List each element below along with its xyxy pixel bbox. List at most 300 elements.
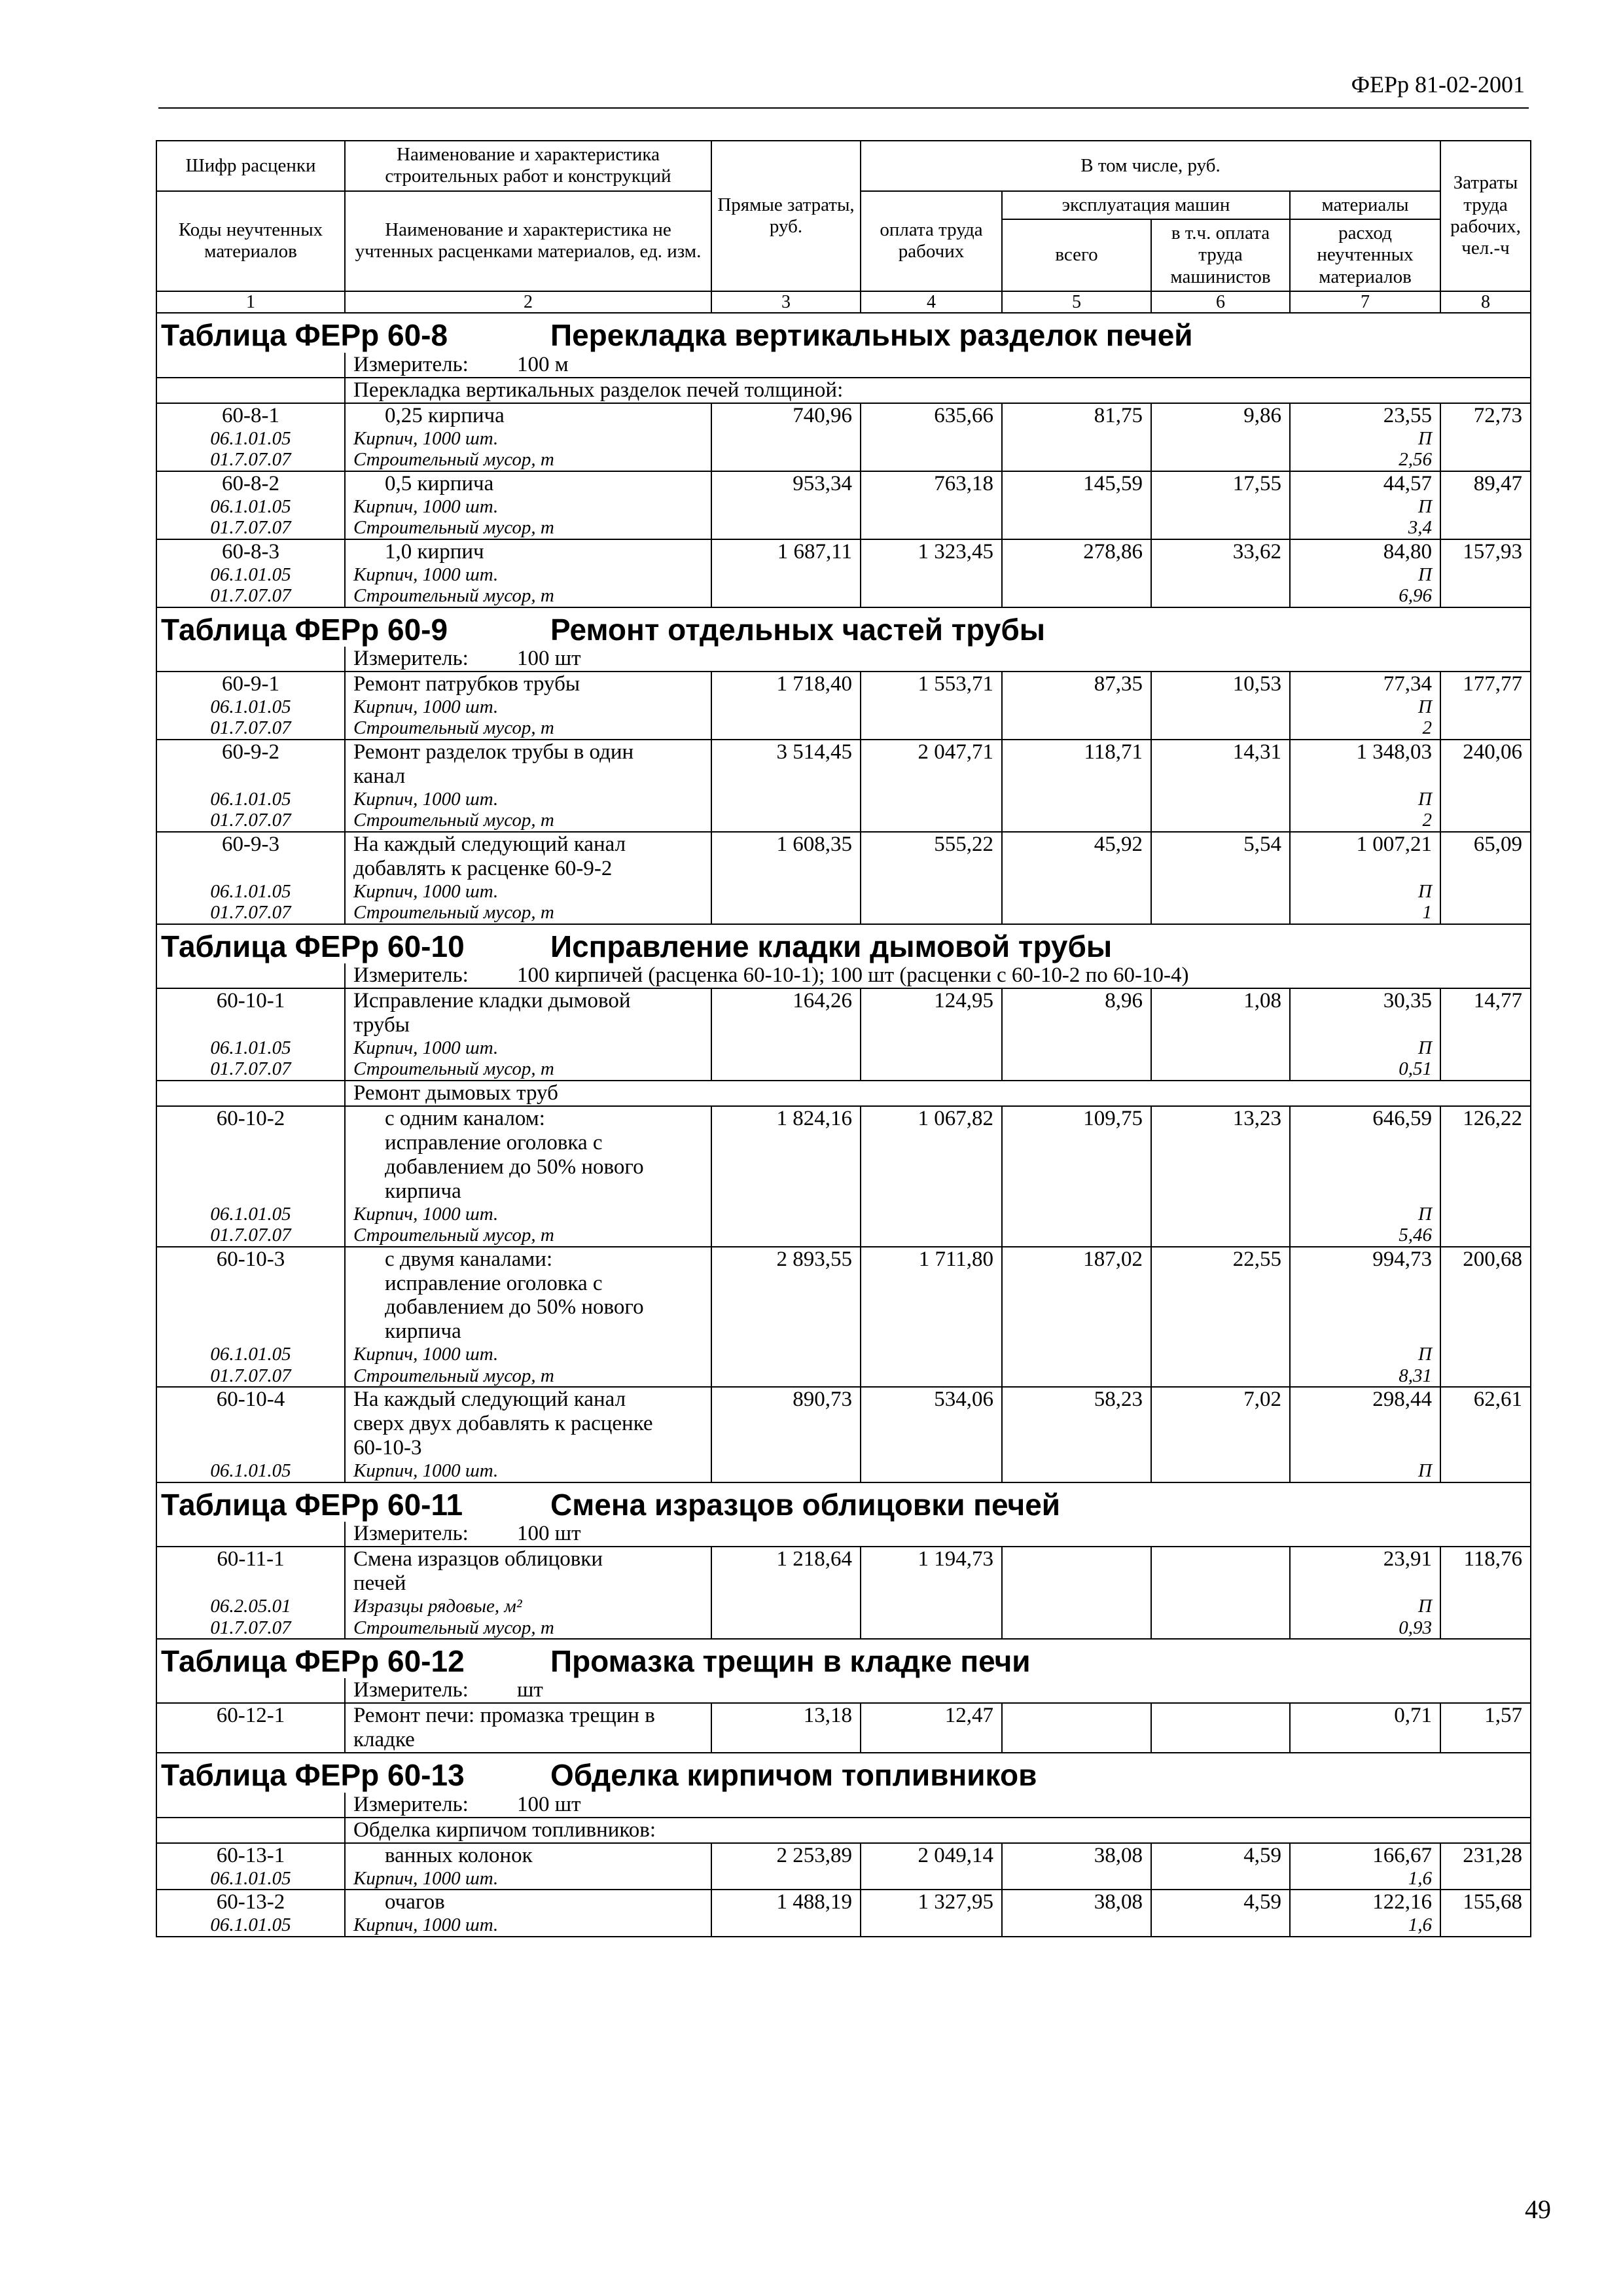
machines-cost: 38,08 xyxy=(1002,1843,1151,1868)
empty-cell xyxy=(1151,1155,1290,1179)
empty-cell xyxy=(1440,1037,1531,1058)
material-qty: П xyxy=(1290,696,1440,717)
empty-cell xyxy=(711,902,861,924)
rate-code-empty xyxy=(156,857,345,881)
empty-cell xyxy=(711,1596,861,1617)
empty-cell xyxy=(861,585,1002,607)
table-heading-row xyxy=(156,1639,1531,1679)
rate-subrow xyxy=(156,449,1531,471)
operators-cost: 9,86 xyxy=(1151,403,1290,428)
table-heading-row xyxy=(156,1753,1531,1793)
material-code: 01.7.07.07 xyxy=(156,585,345,607)
machines-cost: 45,92 xyxy=(1002,832,1151,857)
empty-cell xyxy=(711,1365,861,1387)
rate-name-line: трубы xyxy=(345,1013,711,1037)
empty-cell xyxy=(1002,585,1151,607)
empty-cell xyxy=(1151,1365,1290,1387)
empty-cell xyxy=(861,1365,1002,1387)
empty-cell xyxy=(1440,1914,1531,1936)
empty-cell xyxy=(711,1058,861,1080)
material-code: 06.1.01.05 xyxy=(156,428,345,449)
rate-code-empty xyxy=(156,1013,345,1037)
rate-subrow xyxy=(156,764,1531,789)
empty-cell xyxy=(711,696,861,717)
operators-cost: 13,23 xyxy=(1151,1106,1290,1131)
material-name: Строительный мусор, т xyxy=(345,810,711,831)
empty-cell xyxy=(711,1914,861,1936)
empty-cell xyxy=(1440,902,1531,924)
rate-row xyxy=(156,672,1531,696)
col-code-header: Шифр расценки xyxy=(156,141,345,191)
meter-row xyxy=(156,963,1531,988)
operators-cost xyxy=(1151,1547,1290,1571)
col-material-code-header: Коды неучтенных материалов xyxy=(156,191,345,291)
rate-subrow xyxy=(156,789,1531,810)
col-incl-header: В том числе, руб. xyxy=(861,141,1440,191)
materials-cost: 994,73 xyxy=(1290,1247,1440,1272)
empty-cell xyxy=(1440,717,1531,739)
empty-cell xyxy=(861,1571,1002,1596)
table-heading-row xyxy=(156,924,1531,964)
empty-cell xyxy=(861,1225,1002,1246)
materials-cost: 166,67 xyxy=(1290,1843,1440,1868)
column-number: 4 xyxy=(861,291,1002,313)
labor-cost: 1 323,45 xyxy=(861,539,1002,564)
material-name: Кирпич, 1000 шт. xyxy=(345,789,711,810)
table-title: Исправление кладки дымовой трубы xyxy=(550,929,1113,963)
table-number: Таблица ФЕРр 60-8 xyxy=(161,318,448,353)
material-qty: 8,31 xyxy=(1290,1365,1440,1387)
empty-cell xyxy=(861,1058,1002,1080)
meter-spacer xyxy=(156,1678,345,1703)
empty-cell xyxy=(1440,1272,1531,1296)
empty-cell xyxy=(1290,1155,1440,1179)
empty-cell xyxy=(861,696,1002,717)
labor-hours: 65,09 xyxy=(1440,832,1531,857)
empty-cell xyxy=(1440,881,1531,902)
direct-cost: 13,18 xyxy=(711,1703,861,1728)
empty-cell xyxy=(861,1436,1002,1460)
rate-code: 60-13-2 xyxy=(156,1890,345,1914)
empty-cell xyxy=(711,1155,861,1179)
empty-cell xyxy=(1151,1868,1290,1890)
empty-cell xyxy=(711,1131,861,1155)
labor-cost: 534,06 xyxy=(861,1387,1002,1412)
labor-cost: 1 067,82 xyxy=(861,1106,1002,1131)
material-code: 06.1.01.05 xyxy=(156,696,345,717)
rate-subrow xyxy=(156,1131,1531,1155)
empty-cell xyxy=(1440,1155,1531,1179)
empty-cell xyxy=(1002,764,1151,789)
labor-hours: 240,06 xyxy=(1440,740,1531,764)
labor-cost: 2 049,14 xyxy=(861,1843,1002,1868)
empty-cell xyxy=(1002,1131,1151,1155)
rate-subrow xyxy=(156,717,1531,739)
material-code: 01.7.07.07 xyxy=(156,902,345,924)
empty-cell xyxy=(861,428,1002,449)
empty-cell xyxy=(1002,496,1151,517)
empty-cell xyxy=(1002,1365,1151,1387)
material-qty: 0,51 xyxy=(1290,1058,1440,1080)
empty-cell xyxy=(711,1319,861,1344)
rate-name-line: с двумя каналами: xyxy=(345,1247,711,1272)
material-name: Изразцы рядовые, м² xyxy=(345,1596,711,1617)
rate-code: 60-13-1 xyxy=(156,1843,345,1868)
rate-subrow xyxy=(156,496,1531,517)
table-number: Таблица ФЕРр 60-11 xyxy=(161,1487,463,1522)
empty-cell xyxy=(1151,1272,1290,1296)
material-qty: 0,93 xyxy=(1290,1617,1440,1639)
empty-cell xyxy=(711,1204,861,1225)
rate-subrow xyxy=(156,1225,1531,1246)
meter-spacer xyxy=(156,1793,345,1818)
meter-label: Измеритель: xyxy=(353,1522,469,1546)
material-name: Кирпич, 1000 шт. xyxy=(345,564,711,585)
empty-cell xyxy=(711,1225,861,1246)
direct-cost: 1 488,19 xyxy=(711,1890,861,1914)
rate-code-empty xyxy=(156,764,345,789)
empty-cell xyxy=(711,1460,861,1482)
empty-cell xyxy=(1002,1155,1151,1179)
direct-cost: 890,73 xyxy=(711,1387,861,1412)
table-number: Таблица ФЕРр 60-9 xyxy=(161,612,448,647)
empty-cell xyxy=(861,1460,1002,1482)
empty-cell xyxy=(711,1571,861,1596)
direct-cost: 3 514,45 xyxy=(711,740,861,764)
materials-cost: 1 348,03 xyxy=(1290,740,1440,764)
materials-cost: 122,16 xyxy=(1290,1890,1440,1914)
labor-hours: 89,47 xyxy=(1440,471,1531,496)
empty-cell xyxy=(711,810,861,831)
empty-cell xyxy=(1290,1131,1440,1155)
empty-cell xyxy=(1151,496,1290,517)
operators-cost: 4,59 xyxy=(1151,1843,1290,1868)
material-qty: П xyxy=(1290,1460,1440,1482)
rate-code-empty xyxy=(156,1412,345,1436)
rate-code-empty xyxy=(156,1571,345,1596)
table-title: Промазка трещин в кладке печи xyxy=(550,1643,1031,1678)
empty-cell xyxy=(1002,1460,1151,1482)
material-qty: П xyxy=(1290,496,1440,517)
empty-cell xyxy=(711,585,861,607)
material-code: 06.1.01.05 xyxy=(156,1868,345,1890)
table-number: Таблица ФЕРр 60-13 xyxy=(161,1758,465,1793)
rate-row xyxy=(156,740,1531,764)
materials-cost: 298,44 xyxy=(1290,1387,1440,1412)
empty-cell xyxy=(1440,1412,1531,1436)
operators-cost: 1,08 xyxy=(1151,988,1290,1013)
rate-name-line: добавлением до 50% нового xyxy=(345,1295,711,1319)
empty-cell xyxy=(1151,810,1290,831)
empty-cell xyxy=(1290,1179,1440,1204)
table-heading xyxy=(156,1753,1531,1793)
empty-cell xyxy=(1440,696,1531,717)
meter-value: 100 шт xyxy=(517,1522,581,1546)
materials-cost: 1 007,21 xyxy=(1290,832,1440,857)
table-title: Перекладка вертикальных разделок печей xyxy=(550,318,1193,353)
empty-cell xyxy=(1151,1319,1290,1344)
empty-cell xyxy=(1440,1365,1531,1387)
rate-subrow xyxy=(156,585,1531,607)
empty-cell xyxy=(1151,1037,1290,1058)
empty-cell xyxy=(711,1728,861,1753)
direct-cost: 953,34 xyxy=(711,471,861,496)
empty-cell xyxy=(1290,857,1440,881)
empty-cell xyxy=(1002,1058,1151,1080)
meter-label: Измеритель: xyxy=(353,1792,469,1816)
meter-row xyxy=(156,1522,1531,1547)
empty-cell xyxy=(711,496,861,517)
material-code: 01.7.07.07 xyxy=(156,1365,345,1387)
material-name: Кирпич, 1000 шт. xyxy=(345,881,711,902)
rate-subrow xyxy=(156,1914,1531,1936)
material-name: Кирпич, 1000 шт. xyxy=(345,428,711,449)
empty-cell xyxy=(861,789,1002,810)
empty-cell xyxy=(1002,1571,1151,1596)
column-numbers-row xyxy=(156,291,1531,313)
empty-cell xyxy=(1151,789,1290,810)
empty-cell xyxy=(1002,1295,1151,1319)
group-title-row xyxy=(156,1081,1531,1106)
labor-hours: 118,76 xyxy=(1440,1547,1531,1571)
empty-cell xyxy=(1002,1436,1151,1460)
meter-label: Измеритель: xyxy=(353,647,469,671)
machines-cost: 278,86 xyxy=(1002,539,1151,564)
empty-cell xyxy=(861,1728,1002,1753)
empty-cell xyxy=(1440,1204,1531,1225)
material-qty: 2,56 xyxy=(1290,449,1440,471)
empty-cell xyxy=(1440,789,1531,810)
labor-hours: 157,93 xyxy=(1440,539,1531,564)
rate-name-line: ванных колонок xyxy=(345,1843,711,1868)
empty-cell xyxy=(711,881,861,902)
col-unaccounted-header: расход неучтенных материалов xyxy=(1290,219,1440,291)
table-number: Таблица ФЕРр 60-12 xyxy=(161,1643,465,1678)
rate-code-empty xyxy=(156,1179,345,1204)
col-machines-total-header: всего xyxy=(1002,219,1151,291)
table-heading-row xyxy=(156,313,1531,353)
empty-cell xyxy=(1440,857,1531,881)
empty-cell xyxy=(1151,696,1290,717)
empty-cell xyxy=(1151,1013,1290,1037)
col-material-name-header: Наименование и характеристика не учтенных расценками материалов, ед. изм. xyxy=(345,191,711,291)
table-title: Обделка кирпичом топливников xyxy=(550,1758,1037,1793)
document-code: ФЕРр 81-02-2001 xyxy=(1351,71,1525,98)
material-name: Строительный мусор, т xyxy=(345,449,711,471)
operators-cost: 4,59 xyxy=(1151,1890,1290,1914)
empty-cell xyxy=(711,1617,861,1639)
empty-cell xyxy=(1151,1131,1290,1155)
empty-cell xyxy=(861,717,1002,739)
material-code: 06.1.01.05 xyxy=(156,789,345,810)
material-code: 06.2.05.01 xyxy=(156,1596,345,1617)
rate-code-empty xyxy=(156,1295,345,1319)
operators-cost xyxy=(1151,1703,1290,1728)
material-code: 01.7.07.07 xyxy=(156,810,345,831)
group-spacer xyxy=(156,378,345,403)
rate-row xyxy=(156,832,1531,857)
empty-cell xyxy=(711,1436,861,1460)
rate-subrow xyxy=(156,1319,1531,1344)
col-hours-header: Затраты труда рабочих, чел.-ч xyxy=(1440,141,1531,291)
rate-row xyxy=(156,1703,1531,1728)
material-name: Кирпич, 1000 шт. xyxy=(345,1914,711,1936)
rate-subrow xyxy=(156,1571,1531,1596)
empty-cell xyxy=(711,717,861,739)
rate-subrow xyxy=(156,1037,1531,1058)
rate-subrow xyxy=(156,1868,1531,1890)
direct-cost: 164,26 xyxy=(711,988,861,1013)
empty-cell xyxy=(711,1868,861,1890)
empty-cell xyxy=(1440,1596,1531,1617)
machines-cost: 38,08 xyxy=(1002,1890,1151,1914)
empty-cell xyxy=(1002,517,1151,539)
material-name: Строительный мусор, т xyxy=(345,517,711,539)
meter-value: 100 шт xyxy=(517,647,581,671)
rate-code-empty xyxy=(156,1155,345,1179)
rate-name-line: 0,5 кирпича xyxy=(345,471,711,496)
rate-code: 60-9-3 xyxy=(156,832,345,857)
rate-code: 60-8-1 xyxy=(156,403,345,428)
rate-row xyxy=(156,1547,1531,1571)
material-qty: 1 xyxy=(1290,902,1440,924)
material-code: 01.7.07.07 xyxy=(156,717,345,739)
meter-row xyxy=(156,353,1531,378)
material-qty: П xyxy=(1290,881,1440,902)
empty-cell xyxy=(861,1868,1002,1890)
meter-row xyxy=(156,1793,1531,1818)
rates-table xyxy=(156,140,1531,1937)
material-qty: 6,96 xyxy=(1290,585,1440,607)
empty-cell xyxy=(861,1204,1002,1225)
material-name: Кирпич, 1000 шт. xyxy=(345,1460,711,1482)
rate-subrow xyxy=(156,1272,1531,1296)
empty-cell xyxy=(1002,1412,1151,1436)
column-number: 5 xyxy=(1002,291,1151,313)
rate-subrow xyxy=(156,1728,1531,1753)
labor-cost: 12,47 xyxy=(861,1703,1002,1728)
machines-cost: 145,59 xyxy=(1002,471,1151,496)
material-name: Строительный мусор, т xyxy=(345,1365,711,1387)
rate-name-line: Исправление кладки дымовой xyxy=(345,988,711,1013)
rate-subrow xyxy=(156,696,1531,717)
rate-name-line: На каждый следующий канал xyxy=(345,1387,711,1412)
empty-cell xyxy=(1002,1868,1151,1890)
table-header xyxy=(156,141,1531,313)
rate-code: 60-10-2 xyxy=(156,1106,345,1131)
materials-cost: 84,80 xyxy=(1290,539,1440,564)
column-number: 7 xyxy=(1290,291,1440,313)
rate-subrow xyxy=(156,1344,1531,1365)
header-rule xyxy=(158,107,1529,109)
empty-cell xyxy=(1440,1617,1531,1639)
group-spacer xyxy=(156,1818,345,1843)
empty-cell xyxy=(1002,881,1151,902)
rate-subrow xyxy=(156,1436,1531,1460)
labor-cost: 555,22 xyxy=(861,832,1002,857)
empty-cell xyxy=(1002,857,1151,881)
rate-row xyxy=(156,1843,1531,1868)
empty-cell xyxy=(711,1295,861,1319)
empty-cell xyxy=(1002,696,1151,717)
direct-cost: 740,96 xyxy=(711,403,861,428)
rate-subrow xyxy=(156,517,1531,539)
empty-cell xyxy=(861,1319,1002,1344)
labor-cost: 635,66 xyxy=(861,403,1002,428)
page-number: 49 xyxy=(1525,2195,1551,2224)
empty-cell xyxy=(1151,1204,1290,1225)
col-operators-header: в т.ч. оплата труда машинистов xyxy=(1151,219,1290,291)
direct-cost: 1 718,40 xyxy=(711,672,861,696)
table-heading xyxy=(156,924,1531,964)
operators-cost: 22,55 xyxy=(1151,1247,1290,1272)
empty-cell xyxy=(711,1412,861,1436)
labor-cost: 763,18 xyxy=(861,471,1002,496)
empty-cell xyxy=(1151,1295,1290,1319)
material-qty: 5,46 xyxy=(1290,1225,1440,1246)
group-title: Перекладка вертикальных разделок печей толщиной: xyxy=(345,378,1531,403)
rate-subrow xyxy=(156,1058,1531,1080)
operators-cost: 33,62 xyxy=(1151,539,1290,564)
empty-cell xyxy=(1151,517,1290,539)
labor-cost: 2 047,71 xyxy=(861,740,1002,764)
empty-cell xyxy=(1151,902,1290,924)
rate-name-line: печей xyxy=(345,1571,711,1596)
meter xyxy=(345,353,1531,378)
material-code: 06.1.01.05 xyxy=(156,496,345,517)
empty-cell xyxy=(1151,717,1290,739)
empty-cell xyxy=(1151,1596,1290,1617)
rate-code: 60-10-1 xyxy=(156,988,345,1013)
material-code: 06.1.01.05 xyxy=(156,1037,345,1058)
labor-hours: 126,22 xyxy=(1440,1106,1531,1131)
empty-cell xyxy=(1151,449,1290,471)
empty-cell xyxy=(1440,1436,1531,1460)
operators-cost: 14,31 xyxy=(1151,740,1290,764)
rate-code: 60-12-1 xyxy=(156,1703,345,1728)
empty-cell xyxy=(861,1272,1002,1296)
rate-name-line: Ремонт патрубков трубы xyxy=(345,672,711,696)
empty-cell xyxy=(711,517,861,539)
empty-cell xyxy=(861,1131,1002,1155)
empty-cell xyxy=(1440,1868,1531,1890)
meter-label: Измеритель: xyxy=(353,1678,469,1702)
col-name-header: Наименование и характеристика строительных работ и конструкций xyxy=(345,141,711,191)
labor-hours: 14,77 xyxy=(1440,988,1531,1013)
empty-cell xyxy=(711,1344,861,1365)
empty-cell xyxy=(861,496,1002,517)
machines-cost: 109,75 xyxy=(1002,1106,1151,1131)
empty-cell xyxy=(861,1914,1002,1936)
empty-cell xyxy=(861,1155,1002,1179)
material-qty: П xyxy=(1290,1596,1440,1617)
machines-cost: 187,02 xyxy=(1002,1247,1151,1272)
rate-row xyxy=(156,1247,1531,1272)
empty-cell xyxy=(861,449,1002,471)
labor-hours: 1,57 xyxy=(1440,1703,1531,1728)
rate-subrow xyxy=(156,810,1531,831)
meter xyxy=(345,1793,1531,1818)
material-name: Кирпич, 1000 шт. xyxy=(345,1344,711,1365)
rate-name-line: Ремонт разделок трубы в один xyxy=(345,740,711,764)
rate-code: 60-10-4 xyxy=(156,1387,345,1412)
empty-cell xyxy=(711,1179,861,1204)
materials-cost: 30,35 xyxy=(1290,988,1440,1013)
empty-cell xyxy=(1440,428,1531,449)
empty-cell xyxy=(1151,1914,1290,1936)
material-name: Кирпич, 1000 шт. xyxy=(345,496,711,517)
empty-cell xyxy=(1440,585,1531,607)
